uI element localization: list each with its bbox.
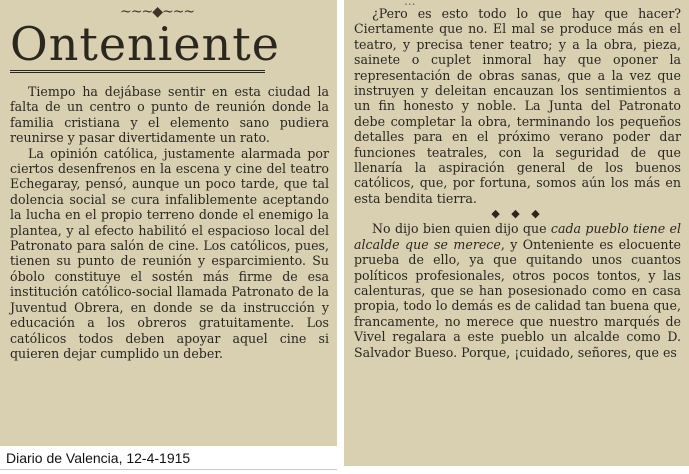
right-paragraph-2-italic: cada pueblo tiene el alcalde que se merece bbox=[354, 221, 681, 252]
right-paragraph-2-rest: , y Onteniente es elocuente prueba de ello, ya que quitando unos cuantos políticos profesionales, otros pocos tontos, y las calenturas, que se han posesionado como en casa propia, todo lo demás es de calidad tan buena que, francamente, no merece que nuestro marqués de Vivel regalara a este pueblo un alcalde como D. Salvador Bueso. Porque, ¡cuidado, señores, que es bbox=[354, 236, 681, 360]
right-clipping bbox=[344, 0, 689, 474]
left-paragraph-2: La opinión católica, justamente alarmada por ciertos desenfrenos en la escena y cine del teatro Echegaray, pensó, aunque un poco tarde, que tal dolencia social se cura infaliblemente aceptando la lucha en el propio terreno donde el enemigo la plantea, y al efecto habilitó el espacioso local del Patronato para salón de cine. Los católicos, pues, tienen su punto de reunión y esparcimiento. Su óbolo constituye el sostén más firme de esa institución católico-social llamada Patronato de la Juventud Obrera, en donde se da instrucción y educación a los obreros gratuitamente. Los católicos todos deben apoyar aquel cine si quieren dejar cumplido un deber. bbox=[10, 145, 329, 361]
left-clipping bbox=[0, 0, 337, 474]
right-paragraph-2-start: No dijo bien quien dijo que bbox=[372, 221, 551, 237]
right-paragraph-2 bbox=[354, 221, 681, 360]
right-article-body bbox=[354, 6, 681, 360]
right-bottom-strip bbox=[344, 466, 689, 474]
headline-rule bbox=[10, 70, 265, 73]
left-article-body bbox=[10, 84, 329, 361]
right-paragraph-1: ¿Pero es esto todo lo que hay que hacer? Ciertamente que no. El mal se produce más en el teatro, y precisa tener teatro; y a la obra, pieza, sainete o cuplet inmoral hay que oponer la representación de obras sanas, que a la vez que instruyen y deleitan encauzan los sentimientos a un fin honesto y noble. La Junta del Patronato debe completar la obra, terminando los pequeños detalles para en el próximo verano poder dar funciones teatrales, con la seguridad de que llenaría la aspiración general de los buenos católicos, que, por fortuna, somos aún los más en esta bendita tierra. bbox=[354, 6, 681, 206]
headline-ornament: ~~~◆~~~ bbox=[120, 4, 195, 20]
headline: Onteniente bbox=[10, 17, 280, 71]
source-caption: Diario de Valencia, 12-4-1915 bbox=[6, 450, 191, 466]
column-gutter bbox=[337, 0, 344, 474]
section-separator: ◆ ◆ ◆ bbox=[491, 207, 544, 221]
caption-rule bbox=[0, 469, 337, 470]
left-paragraph-1: Tiempo ha dejábase sentir en esta ciudad la falta de un centro o punto de reunión donde la familia cristiana y el elemento sano pudiera reunirse y pasar divertidamente un rato. bbox=[10, 84, 329, 146]
top-fragment: ... bbox=[404, 0, 416, 8]
